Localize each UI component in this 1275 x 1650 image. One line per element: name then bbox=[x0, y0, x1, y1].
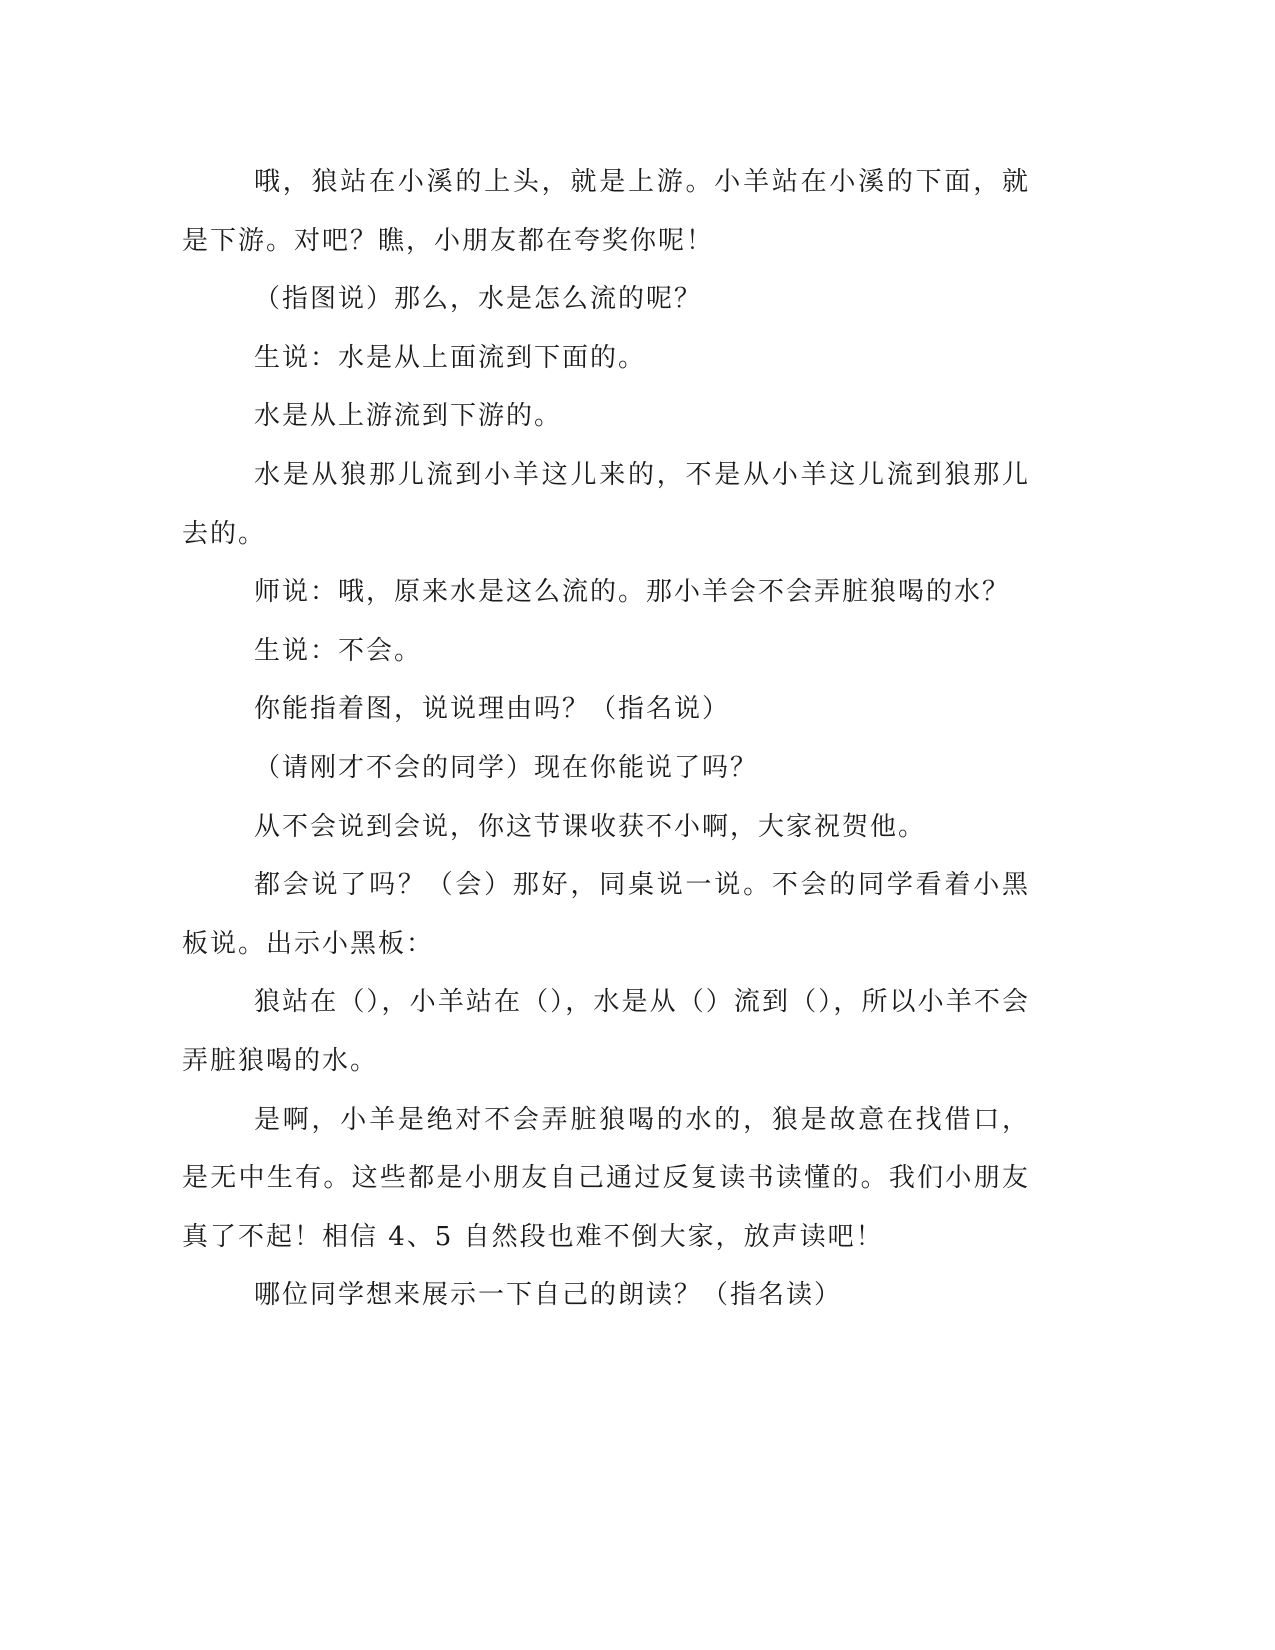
paragraph: 从不会说到会说，你这节课收获不小啊，大家祝贺他。 bbox=[254, 811, 927, 842]
document-body bbox=[182, 153, 1030, 1325]
paragraph: 生说：不会。 bbox=[254, 635, 423, 666]
paragraph: 是啊，小羊是绝对不会弄脏狼喝的水的，狼是故意在找借口，是无中生有。这些都是小朋友自己通过反复读书读懂的。我们小朋友真了不起！相信 4、5 自然段也难不倒大家，放声读吧！ bbox=[182, 1104, 1030, 1252]
paragraph: 生说：水是从上面流到下面的。 bbox=[254, 342, 647, 373]
paragraph: （指图说）那么，水是怎么流的呢？ bbox=[254, 284, 703, 315]
paragraph: 都会说了吗？（会）那好，同桌说一说。不会的同学看着小黑板说。出示小黑板： bbox=[182, 870, 1030, 959]
paragraph: 狼站在（），小羊站在（），水是从（）流到（），所以小羊不会弄脏狼喝的水。 bbox=[182, 987, 1030, 1076]
paragraph: 你能指着图，说说理由吗？（指名说） bbox=[254, 694, 731, 725]
paragraph: 师说：哦，原来水是这么流的。那小羊会不会弄脏狼喝的水？ bbox=[254, 577, 1011, 608]
paragraph: 水是从狼那儿流到小羊这儿来的，不是从小羊这儿流到狼那儿去的。 bbox=[182, 459, 1030, 549]
paragraph: 哦，狼站在小溪的上头，就是上游。小羊站在小溪的下面，就是下游。对吧？瞧，小朋友都在夸奖你呢！ bbox=[182, 167, 1030, 256]
paragraph: 水是从上游流到下游的。 bbox=[254, 401, 563, 432]
paragraph: 哪位同学想来展示一下自己的朗读？（指名读） bbox=[254, 1280, 843, 1311]
paragraph: （请刚才不会的同学）现在你能说了吗？ bbox=[254, 752, 759, 783]
